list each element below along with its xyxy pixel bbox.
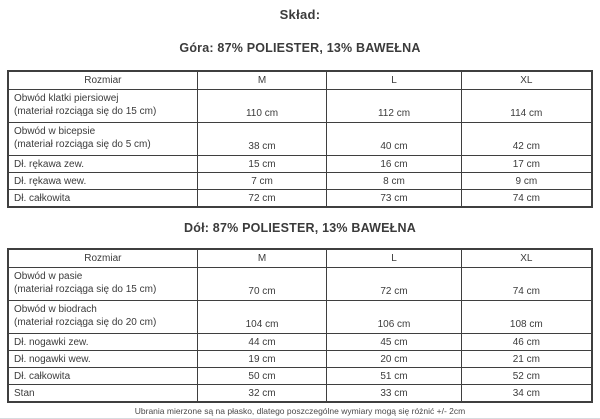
table-row: [8, 123, 592, 156]
measurement-value: 16 cm: [327, 156, 461, 173]
row-label: Dł. rękawa wew.: [8, 173, 197, 190]
column-header-m: M: [197, 71, 327, 90]
table-row: [8, 385, 592, 403]
measurement-value: 112 cm: [327, 90, 461, 123]
column-header-rozmiar: Rozmiar: [8, 249, 197, 268]
measurement-value: 74 cm: [461, 190, 592, 208]
measurement-value: 110 cm: [197, 90, 327, 123]
measurement-value: 114 cm: [461, 90, 592, 123]
table-row: [8, 190, 592, 208]
measurement-value: 34 cm: [461, 385, 592, 403]
column-header-rozmiar: Rozmiar: [8, 71, 197, 90]
measurement-value: 32 cm: [197, 385, 327, 403]
size-table-bottom: [7, 248, 593, 403]
row-note: (materiał rozciąga się do 15 cm): [14, 106, 157, 117]
table-row: [8, 156, 592, 173]
table-row: [8, 368, 592, 385]
row-note: (materiał rozciąga się do 5 cm): [14, 139, 151, 150]
row-label: Obwód w biodrach: [14, 304, 97, 315]
measurement-value: 73 cm: [327, 190, 461, 208]
measurement-value: 17 cm: [461, 156, 592, 173]
row-label: Dł. całkowita: [8, 368, 197, 385]
measurement-value: 20 cm: [327, 351, 461, 368]
measurement-value: 9 cm: [461, 173, 592, 190]
table-row: [8, 301, 592, 334]
measurement-value: 52 cm: [461, 368, 592, 385]
measurement-value: 46 cm: [461, 334, 592, 351]
row-label: Obwód klatki piersiowej: [14, 93, 119, 104]
section-heading-bottom: Dół: 87% POLIESTER, 13% BAWEŁNA: [184, 221, 416, 235]
measurement-value: 21 cm: [461, 351, 592, 368]
row-label: Obwód w bicepsie: [14, 126, 96, 137]
row-label: Dł. rękawa zew.: [8, 156, 197, 173]
measurement-value: 42 cm: [461, 123, 592, 156]
table-header-row: [8, 249, 592, 268]
measurement-value: 8 cm: [327, 173, 461, 190]
table-row: [8, 173, 592, 190]
table-row: [8, 334, 592, 351]
measurement-value: 106 cm: [327, 301, 461, 334]
measurement-value: 15 cm: [197, 156, 327, 173]
column-header-xl: XL: [461, 249, 592, 268]
column-header-m: M: [197, 249, 327, 268]
measurement-value: 74 cm: [461, 268, 592, 301]
table-row: [8, 351, 592, 368]
document-title: Skład:: [279, 7, 321, 22]
measurement-value: 50 cm: [197, 368, 327, 385]
section-heading-top: Góra: 87% POLIESTER, 13% BAWEŁNA: [179, 41, 421, 55]
measurement-value: 7 cm: [197, 173, 327, 190]
row-label: Dł. nogawki zew.: [8, 334, 197, 351]
row-note: (materiał rozciąga się do 20 cm): [14, 317, 157, 328]
size-table-top: [7, 70, 593, 208]
column-header-l: L: [327, 71, 461, 90]
row-label: Dł. nogawki wew.: [8, 351, 197, 368]
measurement-value: 40 cm: [327, 123, 461, 156]
measurement-value: 19 cm: [197, 351, 327, 368]
measurement-value: 51 cm: [327, 368, 461, 385]
measurement-value: 38 cm: [197, 123, 327, 156]
row-label: Dł. całkowita: [8, 190, 197, 208]
measurement-value: 72 cm: [197, 190, 327, 208]
column-header-xl: XL: [461, 71, 592, 90]
row-label: Stan: [8, 385, 197, 403]
table-row: [8, 90, 592, 123]
table-header-row: [8, 71, 592, 90]
measurement-value: 104 cm: [197, 301, 327, 334]
row-label: Obwód w pasie: [14, 271, 83, 282]
measurement-value: 44 cm: [197, 334, 327, 351]
measurement-value: 45 cm: [327, 334, 461, 351]
column-header-l: L: [327, 249, 461, 268]
measurement-value: 33 cm: [327, 385, 461, 403]
table-row: [8, 268, 592, 301]
measurement-value: 108 cm: [461, 301, 592, 334]
measurement-value: 70 cm: [197, 268, 327, 301]
footer-note: Ubrania mierzone są na płasko, dlatego poszczególne wymiary mogą się różnić +/- 2cm: [134, 406, 466, 416]
row-note: (materiał rozciąga się do 15 cm): [14, 284, 157, 295]
measurement-value: 72 cm: [327, 268, 461, 301]
